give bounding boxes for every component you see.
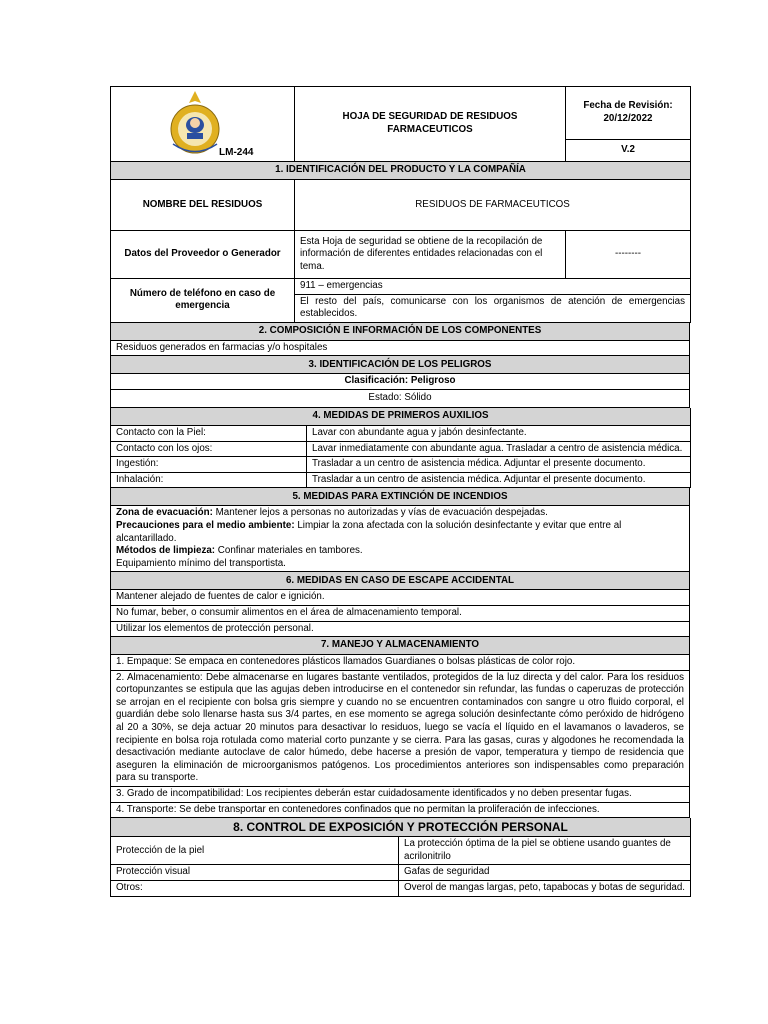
first-aid-label: Ingestión: (111, 457, 307, 473)
product-name-label: NOMBRE DEL RESIDUOS (111, 180, 295, 231)
logo-cell (111, 87, 295, 162)
ppe-label: Protección visual (111, 865, 399, 881)
first-aid-label: Contacto con los ojos: (111, 441, 307, 457)
ppe-value: La protección óptima de la piel se obtiene usando guantes de acrilonitrilo (399, 837, 691, 865)
section-3-title: 3. IDENTIFICACIÓN DE LOS PELIGROS (111, 356, 690, 374)
evacuation-text: Mantener lejos a personas no autorizadas y vías de evacuación despejadas. (212, 507, 548, 519)
header-table (110, 86, 691, 162)
revision-date-value: 20/12/2022 (603, 112, 653, 124)
section-8 (110, 818, 691, 896)
section-7 (110, 637, 690, 818)
cleaning-text: Confinar materiales en tambores. (215, 545, 363, 557)
section-8-title: 8. CONTROL DE EXPOSICIÓN Y PROTECCIÓN PERSONAL (111, 818, 691, 837)
section-4 (110, 408, 691, 488)
section-6 (110, 572, 690, 637)
product-name-value: RESIDUOS DE FARMACEUTICOS (295, 180, 691, 231)
handling-item: 4. Transporte: Se debe transportar en contenedores confinados que no permitan la proliferación de infecciones. (111, 802, 690, 818)
revision-date-label: Fecha de Revisión: (583, 100, 673, 112)
equipment-text: Equipamiento mínimo del transportista. (116, 557, 286, 569)
supplier-value: Esta Hoja de seguridad se obtiene de la recopilación de información de diferentes entidades relacionadas con el tema. (295, 231, 566, 279)
ppe-label: Protección de la piel (111, 837, 399, 865)
cleaning-label: Métodos de limpieza: (116, 545, 216, 557)
section-2-title: 2. COMPOSICIÓN E INFORMACIÓN DE LOS COMPONENTES (111, 323, 690, 341)
institution-logo (165, 89, 225, 159)
first-aid-value: Trasladar a un centro de asistencia médica. Adjuntar el presente documento. (307, 457, 691, 473)
section-5 (110, 488, 690, 572)
first-aid-value: Lavar inmediatamente con abundante agua. Trasladar a centro de asistencia médica. (307, 441, 691, 457)
section-4-title: 4. MEDIDAS DE PRIMEROS AUXILIOS (111, 408, 691, 426)
ppe-label: Otros: (111, 881, 399, 897)
handling-item: 1. Empaque: Se empaca en contenedores plásticos llamados Guardianes o bolsas plásticas de color rojo. (111, 655, 690, 671)
section-6-title: 6. MEDIDAS EN CASO DE ESCAPE ACCIDENTAL (111, 572, 690, 590)
handling-item: 2. Almacenamiento: Debe almacenarse en lugares bastante ventilados, protegidos de la luz directa y del calor. Para los residuos cortopunzantes se estipula que las agujas deben introducirse en el contenedor sin refundar, las fundas o caperuzas de protección se arrojan en el recipiente con bolsa gris siempre y cuando no se encuentren contaminados con sangre u otro fluido corporal, el guardián debe solo llenarse hasta sus 3/4 partes, en ese momento se agrega solución desinfectante cómo peróxido de hidrógeno al 20 a 30%, se deja actuar 20 minutos para desactivar lo residuos, luego se vacía el líquido en el lavamanos o lavaderos, se recipiente en bolsa roja rotulada como material corto punzante y se cierra. Para las gasas, curas y algodones he recomendada la desactivación mediante autoclave de calor húmedo, debe hacerse a presión de vapor, temperatura y tiempo de residencia que aseguren la eliminación de microorganismos patógenos. Los procedimientos anteriores son indispensables como preparación para su transporte. (111, 670, 690, 786)
ppe-value: Overol de mangas largas, peto, tapabocas y botas de seguridad. (399, 881, 691, 897)
environment-text: Limpiar la zona afectada con la solución desinfectante y evitar que entre al alcantarillado. (116, 519, 622, 544)
evacuation-label: Zona de evacuación: (116, 507, 213, 519)
first-aid-label: Inhalación: (111, 472, 307, 488)
version-label: V.2 (566, 139, 691, 161)
first-aid-label: Contacto con la Piel: (111, 425, 307, 441)
document-code: LM-244 (219, 147, 254, 159)
supplier-extra: -------- (566, 231, 691, 279)
section-2-3 (110, 323, 690, 408)
spill-measure: Utilizar los elementos de protección personal. (111, 621, 690, 637)
physical-state: Estado: Sólido (111, 389, 690, 407)
spill-measure: Mantener alejado de fuentes de calor e ignición. (111, 590, 690, 606)
hazard-classification: Clasificación: Peligroso (111, 374, 690, 390)
fire-measures-text (111, 506, 690, 572)
environment-label: Precauciones para el medio ambiente: (116, 519, 295, 531)
emergency-phone-label: Número de teléfono en caso de emergencia (111, 279, 295, 323)
section-7-title: 7. MANEJO Y ALMACENAMIENTO (111, 637, 690, 655)
spill-measure: No fumar, beber, o consumir alimentos en el área de almacenamiento temporal. (111, 605, 690, 621)
section-1-title: 1. IDENTIFICACIÓN DEL PRODUCTO Y LA COMPAÑÍA (111, 162, 691, 180)
emergency-other-value: El resto del país, comunicarse con los organismos de atención de emergencias establecidos. (295, 294, 691, 322)
safety-data-sheet (110, 86, 690, 897)
section-5-title: 5. MEDIDAS PARA EXTINCIÓN DE INCENDIOS (111, 488, 690, 506)
revision-date-cell (566, 87, 691, 140)
first-aid-value: Trasladar a un centro de asistencia médica. Adjuntar el presente documento. (307, 472, 691, 488)
section-1 (110, 162, 691, 323)
composition-text: Residuos generados en farmacias y/o hospitales (111, 340, 690, 356)
supplier-label: Datos del Proveedor o Generador (111, 231, 295, 279)
ppe-value: Gafas de seguridad (399, 865, 691, 881)
document-title: HOJA DE SEGURIDAD DE RESIDUOS FARMACEUTICOS (295, 87, 566, 162)
emergency-phone-value: 911 – emergencias (295, 279, 691, 295)
handling-item: 3. Grado de incompatibilidad: Los recipientes deberán estar cuidadosamente identificados y no deben presentar fugas. (111, 787, 690, 803)
first-aid-value: Lavar con abundante agua y jabón desinfectante. (307, 425, 691, 441)
